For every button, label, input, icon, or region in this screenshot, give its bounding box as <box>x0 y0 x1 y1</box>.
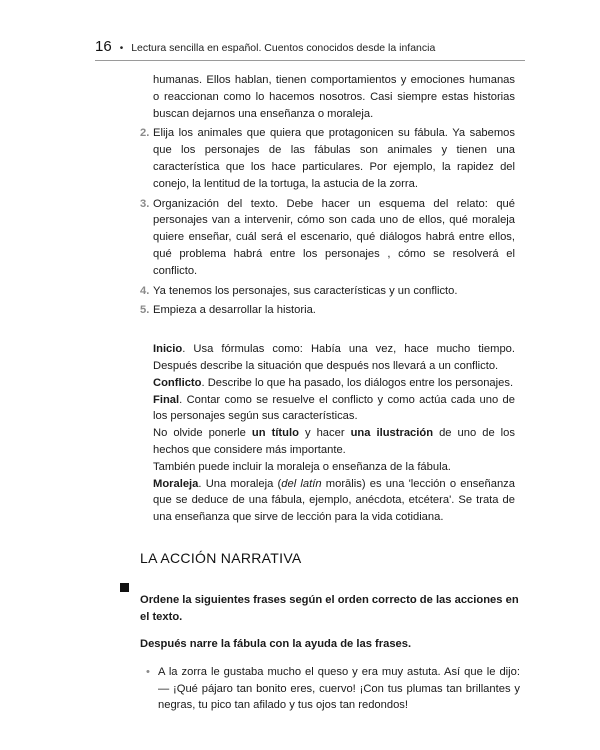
moraleja-post: morālis) es una 'lección o enseñanza que se deduce de una fábula, ejemplo, anécdota, etcétera'. Se trata de una enseñanza que sirve de lección para la vida cotidiana. <box>153 477 516 524</box>
step-number: 4. <box>140 284 150 297</box>
step-text: Organización del texto. Debe hacer un esquema del relato: qué personajes van a intervenir, cómo son cada uno de ellos, qué moraleja quiere enseñar, cuál será el escenario, qué diálogos habrá entre ellos, qué problema habrá entre los personajes , cómo se resolverá el conflicto. <box>153 197 515 277</box>
exercise-item-text: A la zorra le gustaba mucho el queso y era muy astuta. Así que le dijo: — ¡Qué pájaro tan bonito eres, cuervo! ¡Con tus plumas tan brillantes y negras, tu pico tan afilado y tus ojos tan redondos! <box>158 666 520 712</box>
conflicto-text: . Describe lo que ha pasado, los diálogos entre los personajes. <box>201 376 514 389</box>
titulo-post: de uno de los hechos que considere más importante. <box>153 427 515 456</box>
running-title: Lectura sencilla en español. Cuentos conocidos desde la infancia <box>131 42 436 54</box>
titulo-mid: y hacer <box>298 427 351 440</box>
exercise-block <box>120 581 520 725</box>
section-title: LA ACCIÓN NARRATIVA <box>140 550 302 566</box>
step-item <box>140 125 515 192</box>
bullet-icon: • <box>146 666 150 679</box>
step-text: Ya tenemos los personajes, sus características y un conflicto. <box>153 284 458 297</box>
step-number: 3. <box>140 197 150 210</box>
page-number: 16 <box>95 38 112 55</box>
intro-paragraph: humanas. Ellos hablan, tienen comportamientos y emociones humanas o reaccionan como lo hacemos nosotros. Casi siempre estas historias buscan dejarnos una enseñanza o moraleja. <box>153 74 515 120</box>
header-rule <box>95 60 525 61</box>
titulo-paragraph <box>153 425 515 459</box>
step-text: Empieza a desarrollar la historia. <box>153 304 316 317</box>
exercise-instruction: Ordene la siguientes frases según el orden correcto de las acciones en el texto. <box>140 594 519 623</box>
exercise-item <box>146 664 520 714</box>
titulo-bold: un título <box>251 427 299 440</box>
inicio-label: Inicio <box>153 343 183 356</box>
moraleja-paragraph <box>153 476 515 526</box>
moraleja-italic: del latín <box>281 477 322 490</box>
exercise-sub-instruction: Después narre la fábula con la ayuda de las frases. <box>140 638 412 651</box>
conflicto-label: Conflicto <box>153 376 202 389</box>
step-number: 2. <box>140 127 150 140</box>
conflicto-paragraph <box>153 375 515 392</box>
square-bullet-icon <box>120 583 129 592</box>
ilustracion-bold: una ilustración <box>350 427 434 440</box>
body-text <box>140 72 516 526</box>
running-header <box>95 38 525 55</box>
titulo-pre: No olvide ponerle <box>153 427 252 440</box>
inicio-paragraph <box>153 341 515 375</box>
moraleja-label: Moraleja <box>153 477 199 490</box>
header-separator: • <box>119 43 124 54</box>
step-item <box>140 196 515 280</box>
final-paragraph <box>153 392 515 426</box>
step-text: Elija los animales que quiera que protagonicen su fábula. Ya sabemos que los personajes de las fábulas son animales y tienen una característica que los hace particulares. Por ejemplo, la rapidez del conejo, la lentitud de la tortuga, la astucia de la zorra. <box>153 127 515 190</box>
final-text: . Contar como se resuelve el conflicto y como actúa cada uno de los personajes según sus características. <box>153 393 515 423</box>
step-number: 5. <box>140 304 150 317</box>
moraleja-pre: . Una moraleja ( <box>198 477 282 490</box>
moraleja-line: También puede incluir la moraleja o enseñanza de la fábula. <box>153 460 451 473</box>
step-item <box>140 302 515 319</box>
final-label: Final <box>153 393 180 406</box>
step-item <box>140 283 515 300</box>
inicio-text: . Usa fórmulas como: Había una vez, hace mucho tiempo. Después describe la situación que después nos llevará a un conflicto. <box>153 343 515 372</box>
